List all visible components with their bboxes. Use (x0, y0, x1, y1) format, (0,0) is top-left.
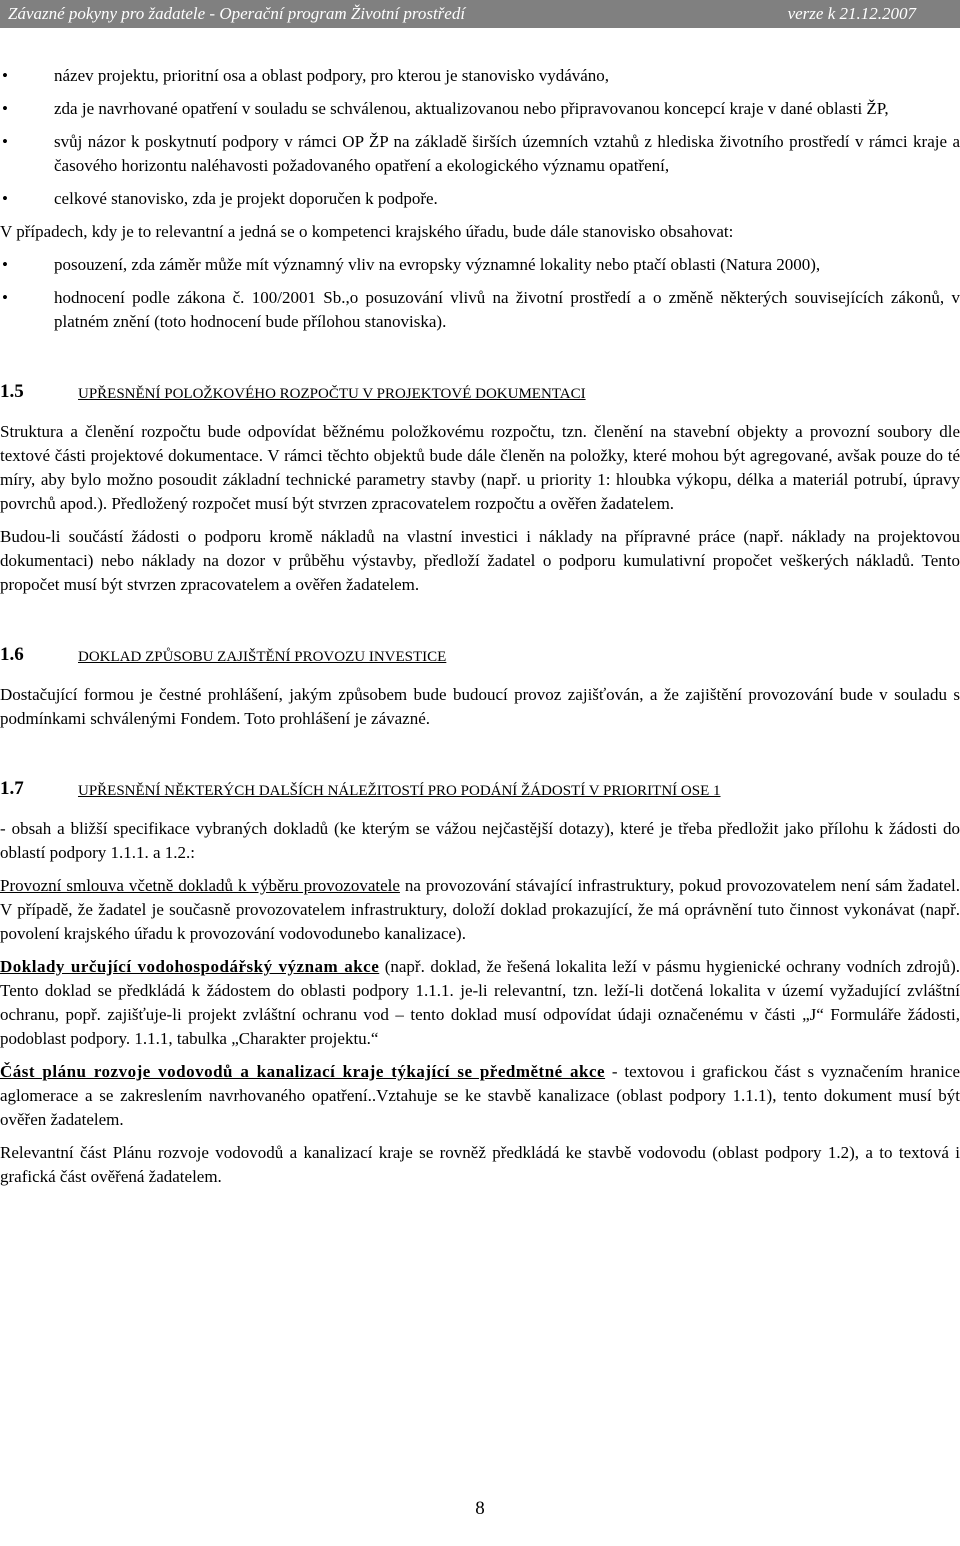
section-heading-1-6 (0, 643, 960, 669)
section-heading-1-5 (0, 380, 960, 406)
operating-contract-text: na provozování stávající infrastruktury, pokud provozovatelem není sám žadatel. V případě, že žadatel je současně provozovatelem infrastruktury, doloží doklad prokazující, že má oprávnění tuto činnost vykonávat (např. povolení krajského úřadu k provozování vodovodunebo kanalizace). (0, 876, 960, 943)
list-item: • svůj názor k poskytnutí podpory v rámci OP ŽP na základě širších územních vztahů z hlediska životního prostředí v rámci kraje a časového horizontu naléhavosti požadovaného opatření a ekologického významu opatření, (0, 130, 960, 178)
section-title: UPŘESNĚNÍ POLOŽKOVÉHO ROZPOČTU V PROJEKTOVÉ DOKUMENTACI (78, 386, 586, 402)
section-title: UPŘESNĚNÍ NĚKTERÝCH DALŠÍCH NÁLEŽITOSTÍ PRO PODÁNÍ ŽÁDOSTÍ V PRIORITNÍ OSE 1 (78, 783, 721, 799)
section-1-5-paragraph-1: Struktura a členění rozpočtu bude odpovídat běžnému položkovému rozpočtu, tzn. členění na stavební objekty a provozní soubory dle textové části projektové dokumentace. V rámci těchto objektů bude dále členěn na položky, které mohou být agregované, avšak pouze do té míry, aby bylo možno posoudit základní technické parametry stavby (např. u priority 1: hloubka výkopu, délka a materiál potrubí, úpravy povrchů apod.). Předložený rozpočet musí být stvrzen zpracovatelem rozpočtu a ověřen žadatelem. (0, 422, 960, 513)
water-significance-heading: Doklady určující vodohospodářský význam akce (0, 957, 380, 976)
list-item: • zda je navrhované opatření v souladu se schválenou, aktualizovanou nebo připravovanou koncepcí kraje v dané oblasti ŽP, (0, 97, 960, 121)
section-1-6-paragraph-1: Dostačující formou je čestné prohlášení, jakým způsobem bude budoucí provoz zajišťován, a že zajištění provozování bude v souladu s podmínkami schválenými Fondem. Toto prohlášení je závazné. (0, 685, 960, 728)
section-1-5-paragraph-2: Budou-li součástí žádosti o podporu kromě nákladů na vlastní investici i náklady na přípravné práce (např. náklady na projektovou dokumentaci) nebo náklady na dozor v průběhu výstavby, předloží žadatel o podporu kumulativní propočet veškerých nákladů. Tento propočet musí být stvrzen zpracovatelem a ověřen žadatelem. (0, 527, 960, 594)
page-header (0, 0, 960, 28)
additional-content-list (0, 253, 960, 334)
list-item: • název projektu, prioritní osa a oblast podpory, pro kterou je stanovisko vydáváno, (0, 64, 960, 88)
list-item: • hodnocení podle zákona č. 100/2001 Sb.,o posuzování vlivů na životní prostředí a o změně některých souvisejících zákonů, v platném znění (toto hodnocení bude přílohou stanoviska). (0, 286, 960, 334)
section-heading-1-7 (0, 777, 960, 803)
page-number: 8 (475, 1498, 485, 1519)
header-version: verze k 21.12.2007 (787, 4, 916, 23)
section-1-7-paragraph-1: - obsah a bližší specifikace vybraných dokladů (ke kterým se vážou nejčastější dotazy), které je třeba předložit jako přílohu k žádosti do oblastí podpory 1.1.1. a 1.2.: (0, 819, 960, 862)
statement-content-list (0, 64, 960, 211)
header-title: Závazné pokyny pro žadatele - Operační program Životní prostředí (8, 4, 466, 23)
section-1-7-paragraph-5: Relevantní část Plánu rozvoje vodovodů a kanalizací kraje se rovněž předkládá ke stavbě vodovodu (oblast podpory 1.2), a to textová i grafická část ověřená žadatelem. (0, 1143, 960, 1186)
development-plan-text: - textovou i grafickou část s vyznačením hranice aglomerace a se zakreslením navrhovaného opatření..Vztahuje se ke stavbě kanalizace (oblast podpory 1.1.1), tento dokument musí být ověřen žadatelem. (0, 1062, 960, 1129)
intro-paragraph: V případech, kdy je to relevantní a jedná se o kompetenci krajského úřadu, bude dále stanovisko obsahovat: (0, 222, 734, 241)
document-body (0, 64, 960, 1198)
water-significance-text: (např. doklad, že řešená lokalita leží v pásmu hygienické ochrany vodních zdrojů). Tento doklad se předkládá k žádostem do oblasti podpory 1.1.1. je-li relevantní, tzn. leží-li dotčená lokalita v území vyžadující zvláštní ochranu, popř. zajišťuje-li projekt zvláštní ochranu vod – tento doklad musí odpovídat údaji označenému v části „J“ Formuláře žádosti, podoblast podpory. 1.1.1, tabulka „Charakter projektu.“ (0, 957, 960, 1048)
section-number: 1.7 (0, 778, 24, 799)
section-1-7-paragraph-4 (0, 1060, 960, 1132)
section-1-7-paragraph-3 (0, 955, 960, 1051)
section-number: 1.5 (0, 381, 24, 402)
development-plan-heading: Část plánu rozvoje vodovodů a kanalizací kraje týkající se předmětné akce (0, 1062, 606, 1081)
list-item: • posouzení, zda záměr může mít významný vliv na evropsky významné lokality nebo ptačí oblasti (Natura 2000), (0, 253, 960, 277)
section-1-7-paragraph-2 (0, 874, 960, 946)
list-item: • celkové stanovisko, zda je projekt doporučen k podpoře. (0, 187, 960, 211)
operating-contract-heading: Provozní smlouva včetně dokladů k výběru provozovatele (0, 876, 400, 895)
section-number: 1.6 (0, 644, 24, 665)
section-title: DOKLAD ZPŮSOBU ZAJIŠTĚNÍ PROVOZU INVESTICE (78, 649, 447, 665)
